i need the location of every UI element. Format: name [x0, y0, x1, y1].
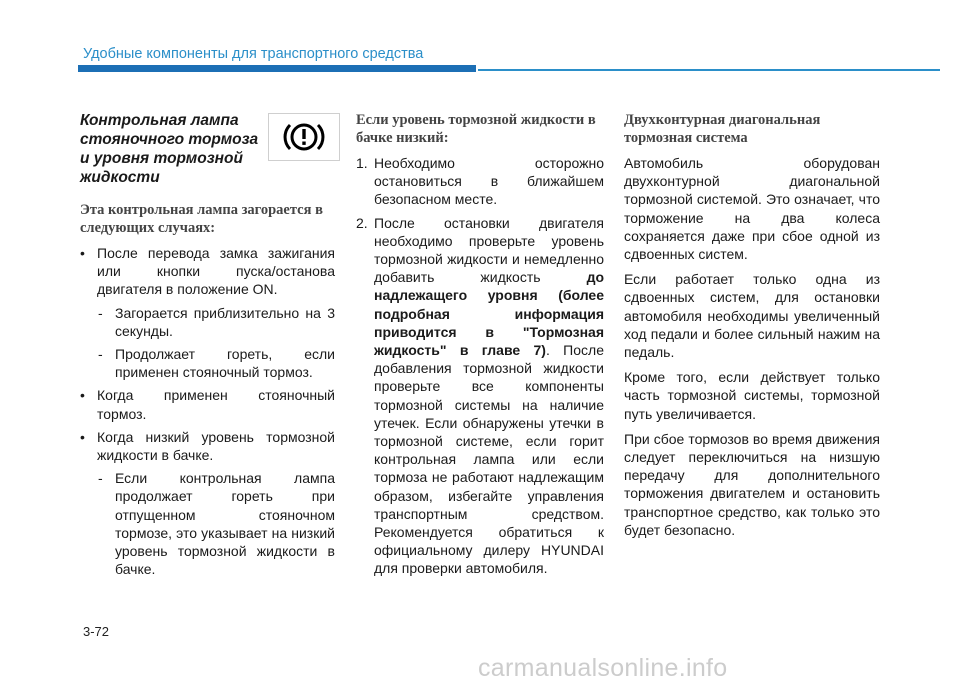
- list-item: • После перевода замка зажигания или кнопки пуска/останова двигателя в положение ON.: [80, 245, 335, 298]
- column-3: [624, 111, 880, 539]
- list-item: 2. После остановки двигателя необходимо проверьте уровень тормозной жидкости и немедленно добавить жидкость до надлежащего уровня (более подробная информация приводится в "Тормозная жидкость" в главе 7). После добавления тормозной жидкости проверьте все компоненты тормозной системы на наличие утечек. Если обнаружены утечки в тормозной системе, если горит контрольная лампа или если тормоза не работают надлежащим образом, избегайте управления транспортным средством. Рекомендуется обратиться к официальному дилеру HYUNDAI для проверки автомобиля.: [356, 214, 605, 577]
- header-rule-thin: [478, 69, 940, 71]
- column-2: [356, 111, 604, 578]
- column-1: [80, 111, 335, 578]
- brake-warning-icon: [282, 120, 326, 154]
- lamp-subheading: Эта контрольная лампа загорается в следующих случаях:: [80, 202, 323, 236]
- low-fluid-heading: Если уровень тормозной жидкости в бачке низкий:: [356, 112, 596, 146]
- section-title: Удобные компоненты для транспортного средства: [83, 46, 424, 62]
- lamp-title: Контрольная лампа стояночного тормоза и уровня тормозной жидкости: [80, 112, 259, 186]
- paragraph: Если работает только одна из сдвоенных систем, для остановки автомобиля необходимы увеличенный ход педали и более сильный нажим на педаль.: [624, 271, 880, 361]
- paragraph: Автомобиль оборудован двухконтурной диагональной тормозной системой. Это означает, что торможение на два колеса сохраняется даже при сбое одной из сдвоенных систем.: [624, 155, 880, 263]
- list-item: - Продолжает гореть, если применен стояночный тормоз.: [98, 346, 335, 381]
- list-item: • Когда низкий уровень тормозной жидкости в бачке.: [80, 428, 335, 464]
- paragraph: При сбое тормозов во время движения следует переключиться на низшую передачу для дополнительного торможения двигателем и остановить транспортное средство, как только это будет безопасно.: [624, 430, 880, 538]
- page-number: 3-72: [83, 624, 110, 639]
- watermark: carmanualsonline.info: [478, 654, 728, 682]
- list-item: - Если контрольная лампа продолжает гореть при отпущенном стояночном тормозе, это указывает на низкий уровень тормозной жидкости в бачке.: [98, 470, 335, 578]
- paragraph: Кроме того, если действует только часть тормозной системы, тормозной путь увеличивается.: [624, 369, 880, 422]
- bold-reference: до надлежащего уровня (более подробная информация приводится в "Тормозная жидкость" в главе 7): [374, 269, 605, 359]
- list-item: - Загорается приблизительно на 3 секунды.: [98, 304, 335, 339]
- brake-warning-icon-box: [268, 113, 340, 161]
- list-item: 1. Необходимо осторожно остановиться в ближайшем безопасном месте.: [356, 155, 604, 208]
- dual-brake-heading: Двухконтурная диагональная тормозная система: [624, 112, 821, 146]
- header-rule: [78, 65, 476, 72]
- list-item: • Когда применен стояночный тормоз.: [80, 387, 335, 422]
